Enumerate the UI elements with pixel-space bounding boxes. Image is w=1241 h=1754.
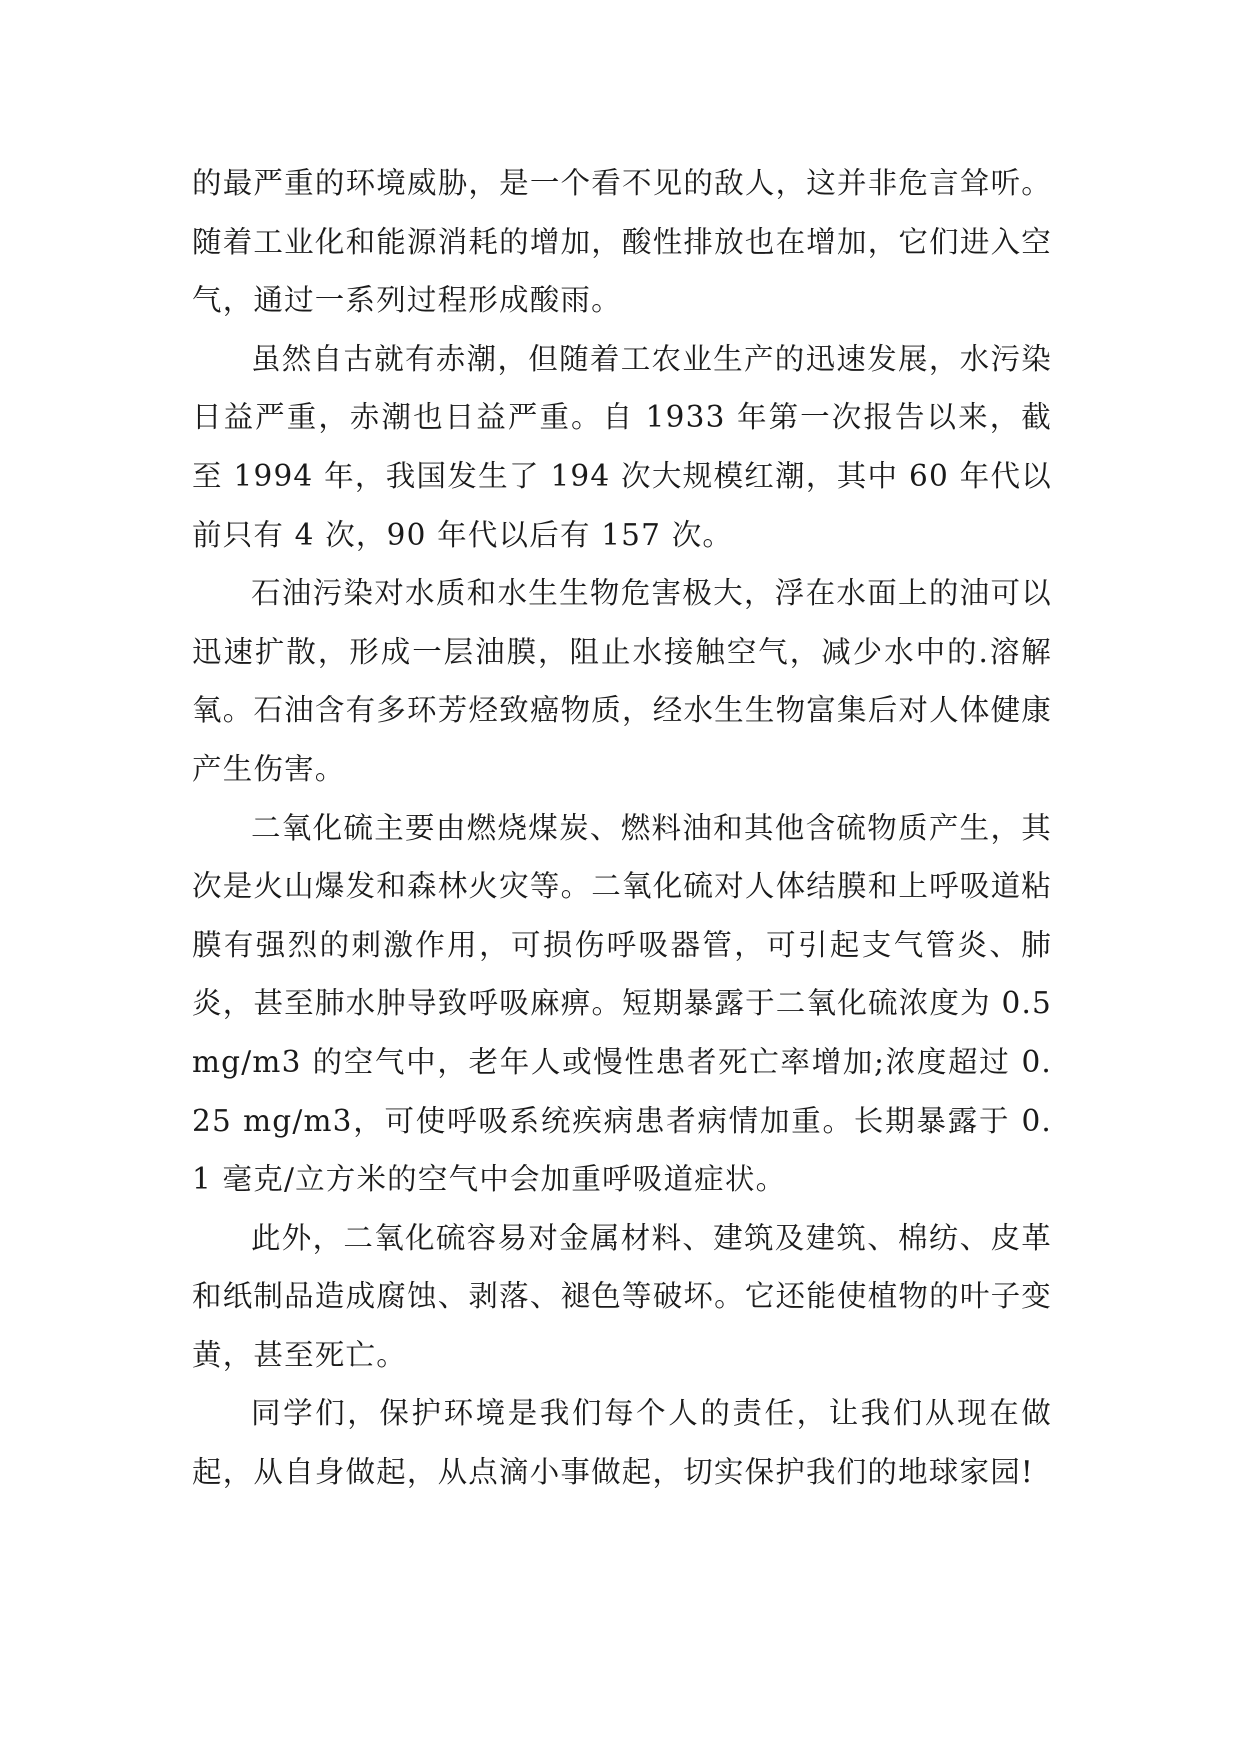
document-page [192, 154, 1052, 1502]
paragraph-closing: 同学们，保护环境是我们每个人的责任，让我们从现在做起，从自身做起，从点滴小事做起，切实保护我们的地球家园! [192, 1396, 1052, 1490]
paragraph-red-tide: 虽然自古就有赤潮，但随着工农业生产的迅速发展，水污染日益严重，赤潮也日益严重。自 1933 年第一次报告以来，截至 1994 年，我国发生了 194 次大规模红潮，其中 60 年代以前只有 4 次，90 年代以后有 157 次。 [192, 341, 1052, 552]
paragraph-sulfur-dioxide: 二氧化硫主要由燃烧煤炭、燃料油和其他含硫物质产生，其次是火山爆发和森林火灾等。二氧化硫对人体结膜和上呼吸道粘膜有强烈的刺激作用，可损伤呼吸器管，可引起支气管炎、肺炎，甚至肺水肿导致呼吸麻痹。短期暴露于二氧化硫浓度为 0.5 mg/m3 的空气中，老年人或慢性患者死亡率增加;浓度超过 0.25 mg/m3，可使呼吸系统疾病患者病情加重。长期暴露于 0.1 毫克/立方米的空气中会加重呼吸道症状。 [192, 810, 1052, 1197]
paragraph-acid-rain: 的最严重的环境威胁，是一个看不见的敌人，这并非危言耸听。随着工业化和能源消耗的增加，酸性排放也在增加，它们进入空气，通过一系列过程形成酸雨。 [192, 166, 1052, 318]
paragraph-corrosion: 此外，二氧化硫容易对金属材料、建筑及建筑、棉纺、皮革和纸制品造成腐蚀、剥落、褪色等破坏。它还能使植物的叶子变黄，甚至死亡。 [192, 1220, 1052, 1372]
paragraph-oil-pollution: 石油污染对水质和水生生物危害极大，浮在水面上的油可以迅速扩散，形成一层油膜，阻止水接触空气，减少水中的.溶解氧。石油含有多环芳烃致癌物质，经水生生物富集后对人体健康产生伤害。 [192, 576, 1052, 786]
